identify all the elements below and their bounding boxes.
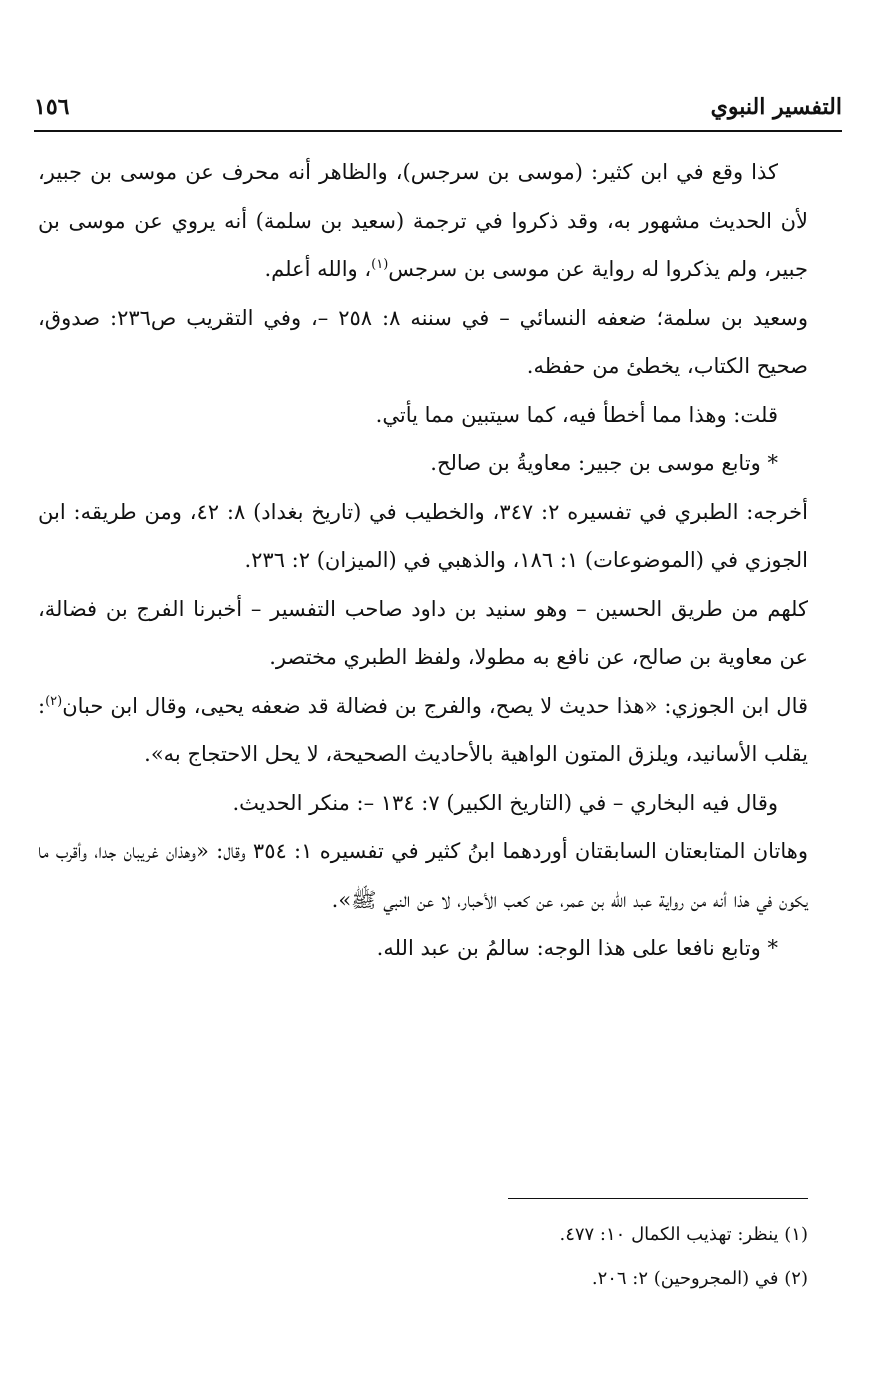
footnote: (١) ينظر: تهذيب الكمال ١٠: ٤٧٧. <box>559 1224 808 1245</box>
paragraph: قال ابن الجوزي: «هذا حديث لا يصح، والفرج بن فضالة قد ضعفه يحيى، وقال ابن حبان$^{(٢)}$: يقلب الأسانيد، ويلزق المتون الواهية بالأحاديث الصحيحة، لا يحل الاحتجاج به». <box>38 693 808 766</box>
paragraph: * وتابع نافعا على هذا الوجه: سالمُ بن عبد الله. <box>376 936 778 960</box>
paragraph: * وتابع موسى بن جبير: معاويةُ بن صالح. <box>430 451 778 475</box>
running-title: التفسير النبوي <box>710 94 842 120</box>
footnote-ref: (٢) <box>45 693 63 709</box>
footnote-divider <box>508 1198 808 1199</box>
paragraph: وسعيد بن سلمة؛ ضعفه النسائي – في سننه ٨: ٢٥٨ –، وفي التقريب ص٢٣٦: صدوق، صحيح الكتاب، يخطئ من حفظه. <box>38 305 808 378</box>
main-text <box>38 148 808 973</box>
paragraph: كذا وقع في ابن كثير: (موسى بن سرجس)، والظاهر أنه محرف عن موسى بن جبير، لأن الحديث مشهور به، وقد ذكروا في ترجمة (سعيد بن سلمة) أنه يروي عن موسى بن جبير، ولم يذكروا له رواية عن موسى بن سرجس$^{(١)}$، والله أعلم. <box>38 160 808 281</box>
running-header <box>34 92 842 132</box>
footnotes <box>38 1198 808 1301</box>
paragraph: قلت: وهذا مما أخطأ فيه، كما سيتبين مما يأتي. <box>375 402 778 427</box>
paragraph: وقال فيه البخاري – في (التاريخ الكبير) ٧: ١٣٤ –: منكر الحديث. <box>232 790 778 815</box>
page-number: ١٥٦ <box>34 94 70 120</box>
footnote-ref: (١) <box>371 257 389 272</box>
paragraph: أخرجه: الطبري في تفسيره ٢: ٣٤٧، والخطيب في (تاريخ بغداد) ٨: ٤٢، ومن طريقه: ابن الجوزي في (الموضوعات) ١: ١٨٦، والذهبي في (الميزان) ٢: ٢٣٦. <box>38 499 808 572</box>
footnote: (٢) في (المجروحين) ٢: ٢٠٦. <box>591 1268 808 1289</box>
paragraph: كلهم من طريق الحسين – وهو سنيد بن داود صاحب التفسير – أخبرنا الفرج بن فضالة، عن معاوية بن صالح، عن نافع به مطولا، ولفظ الطبري مختصر. <box>38 596 808 669</box>
paragraph: وهاتان المتابعتان السابقتان أوردهما ابنُ كثير في تفسيره ١: ٣٥٤ وقال: «وهذان غريبان جدا، وأقرب ما يكون في هذا أنه من رواية عبد الله بن عمر، عن كعب الأحبار، لا عن النبي ﷺ». <box>38 839 808 912</box>
